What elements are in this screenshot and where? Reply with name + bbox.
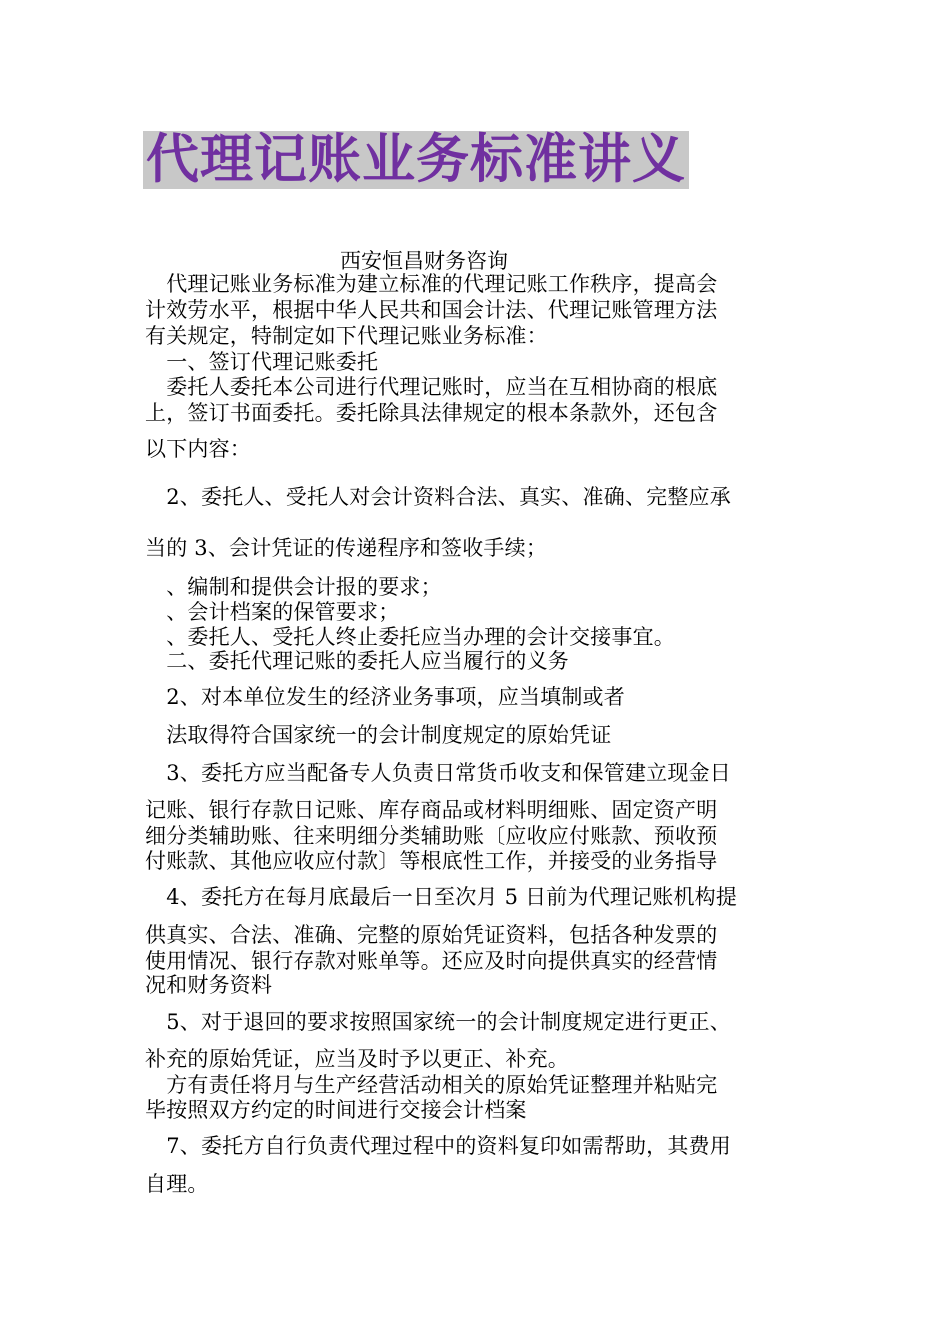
list-item: 、编制和提供会计报的要求； [145, 575, 442, 599]
paragraph-line: 代理记账业务标准为建立标准的代理记账工作秩序，提高会 [145, 272, 718, 296]
list-item: 、委托人、受托人终止委托应当办理的会计交接事宜。 [145, 625, 675, 649]
title-highlight [143, 131, 689, 189]
list-item: 2、委托人、受托人对会计资料合法、真实、准确、完整应承 [145, 485, 731, 509]
paragraph-line: 付账款、其他应收应付款〕等根底性工作，并接受的业务指导 [145, 849, 718, 873]
paragraph-line: 使用情况、银行存款对账单等。还应及时向提供真实的经营情 [145, 949, 718, 973]
document-title: 代理记账业务标准讲义 [146, 129, 686, 190]
paragraph-line: 自理。 [145, 1172, 209, 1196]
list-item: 7、委托方自行负责代理过程中的资料复印如需帮助，其费用 [145, 1134, 731, 1158]
subtitle: 西安恒昌财务咨询 [340, 249, 508, 273]
list-item: 、会计档案的保管要求； [145, 600, 400, 624]
paragraph-line: 细分类辅助账、往来明细分类辅助账〔应收应付账款、预收预 [145, 824, 718, 848]
paragraph-line: 况和财务资料 [145, 973, 273, 997]
paragraph-line: 委托人委托本公司进行代理记账时，应当在互相协商的根底 [145, 375, 718, 399]
paragraph-line: 计效劳水平，根据中华人民共和国会计法、代理记账管理方法 [145, 298, 718, 322]
list-item: 2、对本单位发生的经济业务事项，应当填制或者 [145, 685, 625, 709]
paragraph-line: 方有责任将月与生产经营活动相关的原始凭证整理并粘贴完 [145, 1073, 718, 1097]
list-item: 4、委托方在每月底最后一日至次月 5 日前为代理记账机构提 [145, 885, 738, 909]
paragraph-line: 补充的原始凭证，应当及时予以更正、补充。 [145, 1047, 569, 1071]
section-heading: 二、委托代理记账的委托人应当履行的义务 [145, 649, 569, 673]
paragraph-line: 以下内容： [145, 437, 251, 461]
section-heading: 一、签订代理记账委托 [145, 350, 379, 374]
paragraph-line: 上，签订书面委托。委托除具法律规定的根本条款外，还包含 [145, 401, 718, 425]
list-item: 3、委托方应当配备专人负责日常货币收支和保管建立现金日 [145, 761, 731, 785]
paragraph-line: 记账、银行存款日记账、库存商品或材料明细账、固定资产明 [145, 798, 718, 822]
list-item: 当的 3、会计凭证的传递程序和签收手续； [145, 536, 548, 560]
paragraph-line: 毕按照双方约定的时间进行交接会计档案 [145, 1098, 527, 1122]
paragraph-line: 供真实、合法、准确、完整的原始凭证资料，包括各种发票的 [145, 923, 718, 947]
list-item: 法取得符合国家统一的会计制度规定的原始凭证 [145, 723, 612, 747]
list-item: 5、对于退回的要求按照国家统一的会计制度规定进行更正、 [145, 1010, 731, 1034]
paragraph-line: 有关规定，特制定如下代理记账业务标准： [145, 324, 548, 348]
